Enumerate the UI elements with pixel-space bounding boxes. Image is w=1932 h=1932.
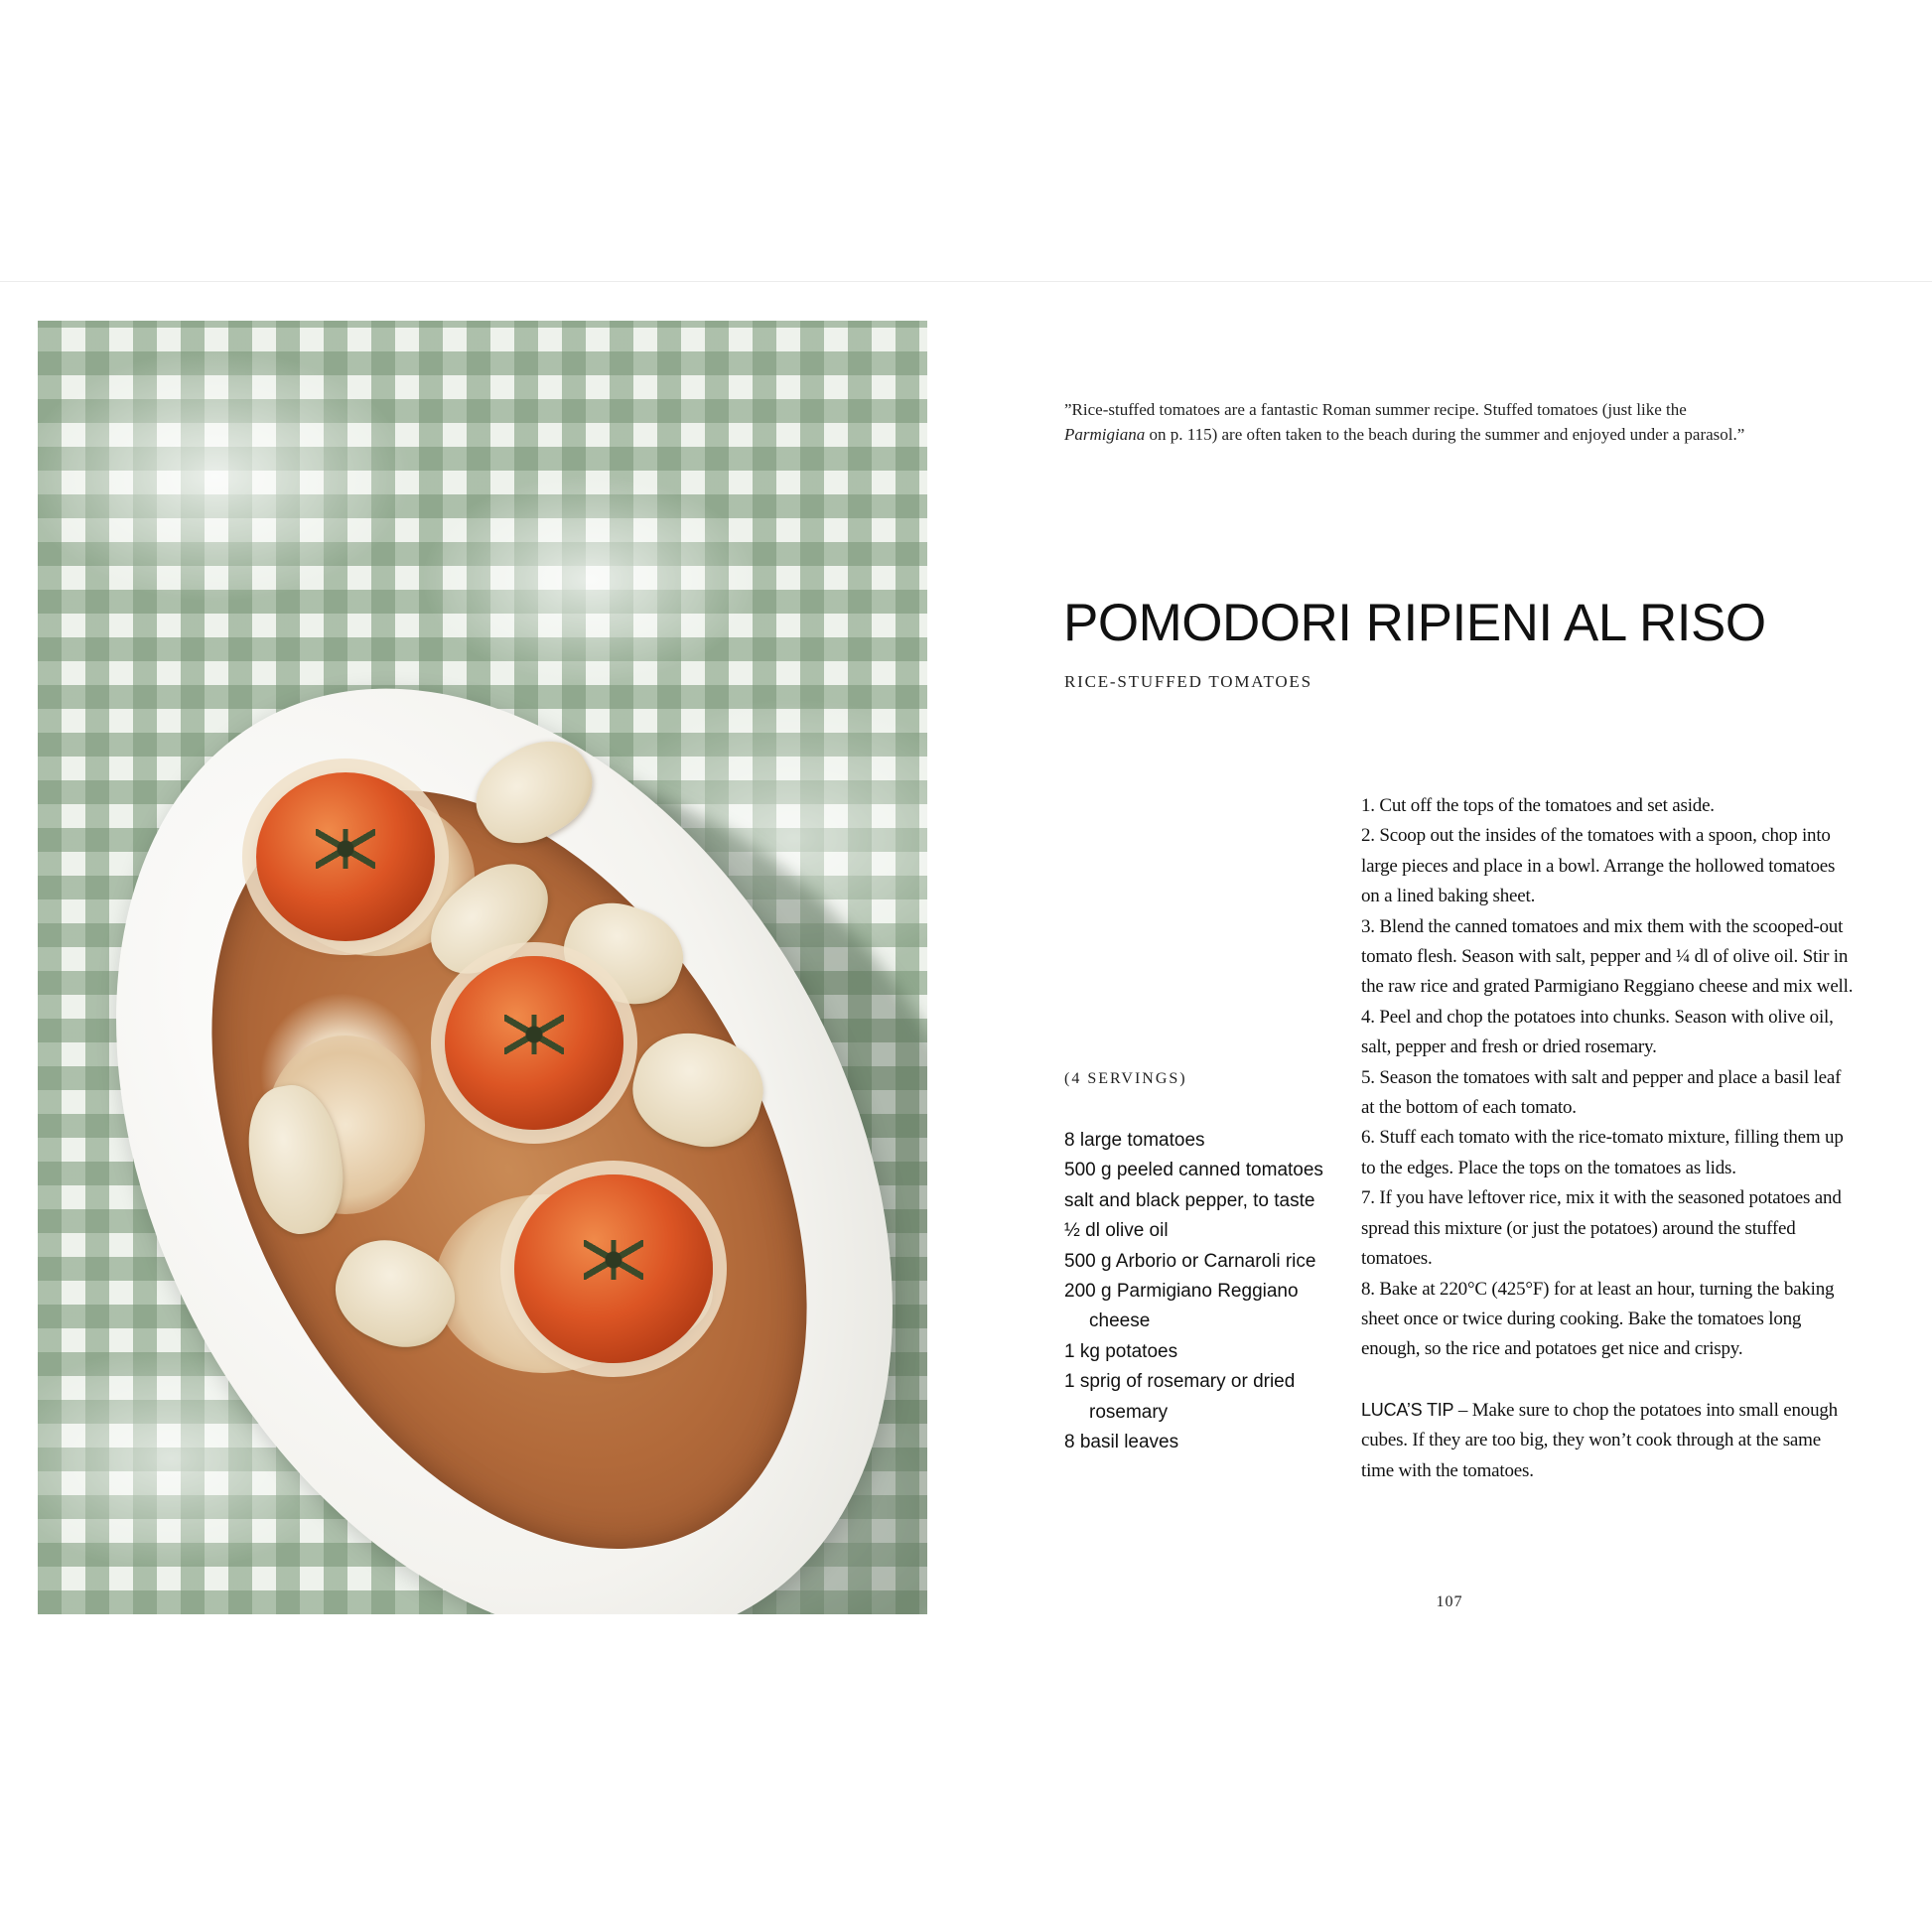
page-top-rule bbox=[0, 281, 1932, 282]
intro-quote bbox=[1064, 397, 1859, 447]
recipe-photo bbox=[38, 321, 927, 1614]
tip-text: – Make sure to chop the potatoes into small enough cubes. If they are too big, they won’t cook through at the same time with the tomatoes. bbox=[1361, 1399, 1838, 1481]
ingredient-item: 500 g Arborio or Carnaroli rice bbox=[1064, 1250, 1316, 1272]
ingredient-item: ½ dl olive oil bbox=[1064, 1220, 1169, 1242]
page-number: 107 bbox=[1436, 1593, 1463, 1610]
quote-text-start: ”Rice-stuffed tomatoes are a fantastic Roman summer recipe. Stuffed tomatoes (just like the bbox=[1064, 400, 1687, 419]
ingredient-item: 1 sprig of rosemary or dried rosemary bbox=[1064, 1371, 1296, 1423]
stuffed-tomato bbox=[514, 1174, 713, 1363]
method-step: 3. Blend the canned tomatoes and mix them with the scooped-out tomato flesh. Season with salt, pepper and ¼ dl of olive oil. Stir in the raw rice and grated Parmigiano Reggiano cheese and mix well. bbox=[1361, 915, 1854, 998]
ingredient-item: 1 kg potatoes bbox=[1064, 1340, 1178, 1362]
method-step: 1. Cut off the tops of the tomatoes and set aside. bbox=[1361, 795, 1715, 816]
tomato-stem bbox=[316, 829, 375, 869]
stuffed-tomato bbox=[256, 772, 435, 941]
ingredient-item: 8 large tomatoes bbox=[1064, 1130, 1205, 1151]
method-steps bbox=[1361, 791, 1858, 1486]
method-step: 8. Bake at 220°C (425°F) for at least an hour, turning the baking sheet once or twice during cooking. Bake the tomatoes long enough, so the rice and potatoes get nice and crispy. bbox=[1361, 1278, 1835, 1360]
ingredient-list bbox=[1064, 1126, 1342, 1457]
stuffed-tomato bbox=[445, 956, 623, 1130]
ingredient-item: 8 basil leaves bbox=[1064, 1432, 1179, 1453]
tip-label: LUCA’S TIP bbox=[1361, 1399, 1454, 1420]
ingredient-item: 200 g Parmigiano Reggiano cheese bbox=[1064, 1281, 1299, 1332]
tomato-stem bbox=[504, 1015, 564, 1054]
servings-label: (4 SERVINGS) bbox=[1064, 1070, 1187, 1087]
recipe-subtitle: RICE-STUFFED TOMATOES bbox=[1064, 672, 1312, 691]
quote-italic-reference: Parmigiana bbox=[1064, 425, 1146, 444]
chef-tip bbox=[1361, 1395, 1858, 1486]
method-step: 5. Season the tomatoes with salt and pepper and place a basil leaf at the bottom of each tomato. bbox=[1361, 1066, 1842, 1119]
method-step: 4. Peel and chop the potatoes into chunks. Season with olive oil, salt, pepper and fresh or dried rosemary. bbox=[1361, 1006, 1834, 1058]
ingredient-item: 500 g peeled canned tomatoes bbox=[1064, 1160, 1323, 1181]
recipe-title: POMODORI RIPIENI AL RISO bbox=[1063, 594, 1766, 652]
method-step: 2. Scoop out the insides of the tomatoes with a spoon, chop into large pieces and place in a bowl. Arrange the hollowed tomatoes on a lined baking sheet. bbox=[1361, 825, 1836, 907]
method-step: 7. If you have leftover rice, mix it with the seasoned potatoes and spread this mixture (or just the potatoes) around the stuffed tomatoes. bbox=[1361, 1187, 1842, 1270]
tomato-stem bbox=[584, 1240, 643, 1280]
ingredient-item: salt and black pepper, to taste bbox=[1064, 1189, 1315, 1211]
method-step: 6. Stuff each tomato with the rice-tomato mixture, filling them up to the edges. Place the tops on the tomatoes as lids. bbox=[1361, 1127, 1844, 1178]
quote-text-end: on p. 115) are often taken to the beach during the summer and enjoyed under a parasol.” bbox=[1149, 425, 1745, 444]
